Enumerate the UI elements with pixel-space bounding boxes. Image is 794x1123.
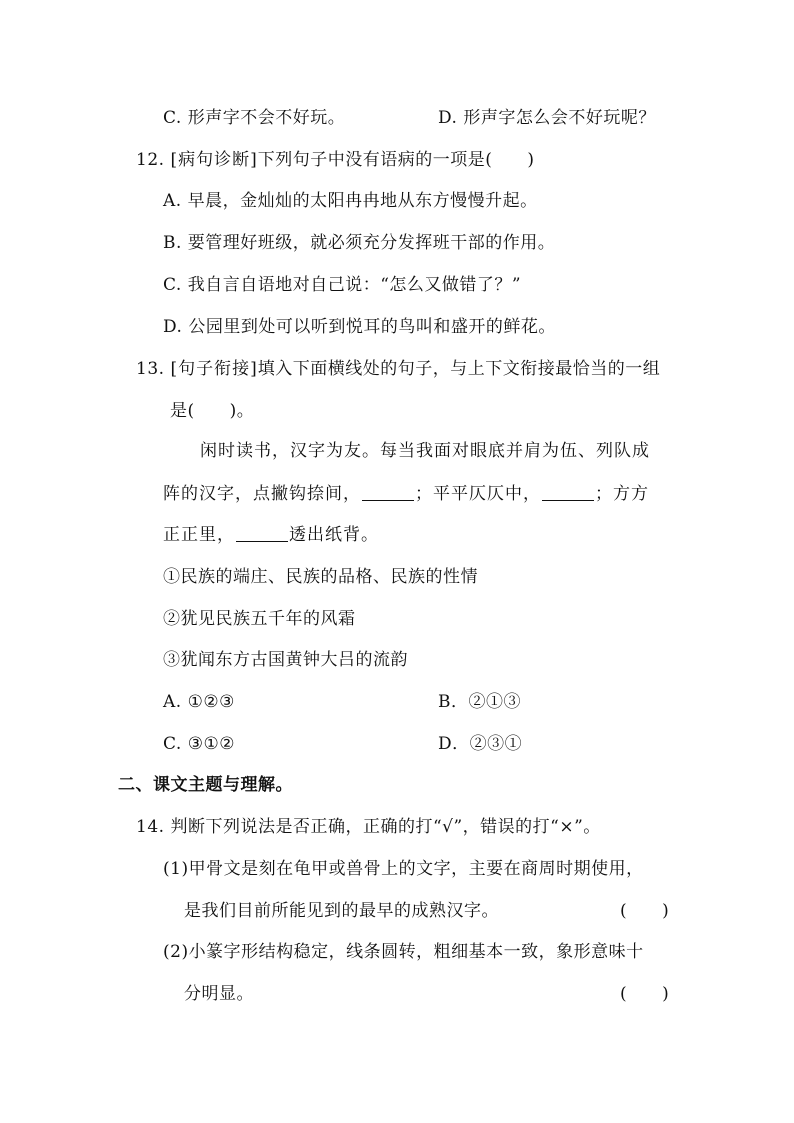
q12-stem-text: 下列句子中没有语病的一项是( ) xyxy=(257,150,535,170)
q12-option-c: C. 我自言自语地对自己说：“怎么又做错了？” xyxy=(163,275,522,295)
q12-option-a: A. 早晨，金灿灿的太阳冉冉地从东方慢慢升起。 xyxy=(163,191,538,211)
q13-stem xyxy=(136,358,660,380)
q13-stem-line2: 是( )。 xyxy=(170,401,255,421)
q14-sub2-line1: (2)小篆字形结构稳定，线条圆转，粗细基本一致，象形意味十 xyxy=(163,942,644,962)
q12-stem xyxy=(136,149,534,171)
q13-stem-line1: 填入下面横线处的句子，与上下文衔接最恰当的一组 xyxy=(257,359,661,379)
q13-passage-seg-e: 透出纸背。 xyxy=(289,525,379,545)
q13-blank-1 xyxy=(362,484,414,501)
q13-option-a: A. ①②③ xyxy=(163,692,235,712)
section-heading: 二、课文主题与理解。 xyxy=(118,775,293,795)
q13-item-3: ③犹闻东方古国黄钟大吕的流韵 xyxy=(163,650,408,670)
q13-option-c: C. ③①② xyxy=(163,734,235,754)
q12-option-b: B. 要管理好班级，就必须充分发挥班干部的作用。 xyxy=(163,233,556,253)
q13-option-d: D．②③① xyxy=(438,734,523,754)
q13-tag: [句子衔接] xyxy=(170,359,258,379)
q13-item-1: ①民族的端庄、民族的品格、民族的性情 xyxy=(163,567,478,587)
q13-blank-2 xyxy=(542,484,594,501)
q13-passage-line2 xyxy=(163,483,649,505)
q13-passage-seg-a: 阵的汉字，点撇钩捺间， xyxy=(163,484,361,504)
q13-item-2: ②犹见民族五千年的风霜 xyxy=(163,609,356,629)
q13-passage-seg-c: ；方方 xyxy=(595,484,649,504)
q11-option-c: C. 形声字不会不好玩。 xyxy=(163,108,346,128)
q13-passage-line1: 闲时读书，汉字为友。每当我面对眼底并肩为伍、列队成 xyxy=(200,441,650,461)
q14-stem xyxy=(136,816,601,838)
q14-number: 14. xyxy=(136,817,165,837)
q12-tag: [病句诊断] xyxy=(170,150,258,170)
q14-sub1-line1: (1)甲骨文是刻在龟甲或兽骨上的文字，主要在商周时期使用， xyxy=(163,859,644,879)
q14-sub1-line2: 是我们目前所能见到的最早的成熟汉字。 xyxy=(184,901,499,921)
q14-sub2-line2: 分明显。 xyxy=(184,984,254,1004)
q12-number: 12. xyxy=(136,150,165,170)
q14-sub1-answer: ( ) xyxy=(620,901,670,921)
q13-passage-line3 xyxy=(163,524,379,546)
q14-sub2-answer: ( ) xyxy=(620,984,670,1004)
q13-option-b: B．②①③ xyxy=(438,692,521,712)
q13-blank-3 xyxy=(236,525,288,542)
q12-option-d: D. 公园里到处可以听到悦耳的鸟叫和盛开的鲜花。 xyxy=(163,317,556,337)
q14-stem-text: 判断下列说法是否正确，正确的打“√”，错误的打“×”。 xyxy=(170,817,601,837)
q13-number: 13. xyxy=(136,359,165,379)
q11-option-d: D. 形声字怎么会不好玩呢？ xyxy=(438,108,656,128)
q13-passage-seg-b: ；平平仄仄中， xyxy=(415,484,541,504)
q13-passage-seg-d: 正正里， xyxy=(163,525,235,545)
